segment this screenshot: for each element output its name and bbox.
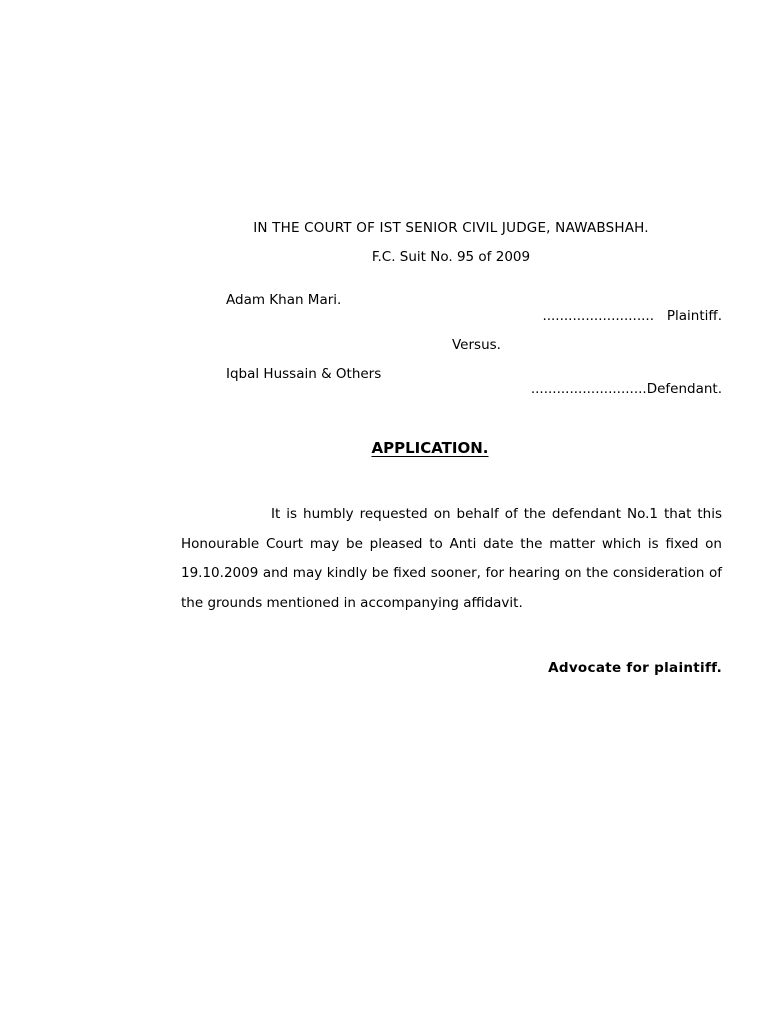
suit-number: F.C. Suit No. 95 of 2009 (371, 249, 531, 265)
versus-label: Versus. (452, 337, 501, 353)
advocate-signature-line: Advocate for plaintiff. (548, 660, 722, 676)
court-title: IN THE COURT OF IST SENIOR CIVIL JUDGE, NAWABSHAH. (253, 220, 649, 236)
defendant-role: ...........................Defendant. (530, 381, 722, 397)
plaintiff-role: .......................... Plaintiff. (542, 308, 722, 324)
plaintiff-name: Adam Khan Mari. (226, 292, 342, 308)
application-body: It is humbly requested on behalf of the defendant No.1 that this Honourable Court may be pleased to Anti date the matter which is fixed on 19.10.2009 and may kindly be fixed sooner, for hearing on the consideration of the grounds mentioned in accompanying affidavit. (181, 506, 722, 611)
application-heading: APPLICATION. (371, 439, 489, 457)
defendant-name: Iqbal Hussain & Others (226, 366, 382, 382)
